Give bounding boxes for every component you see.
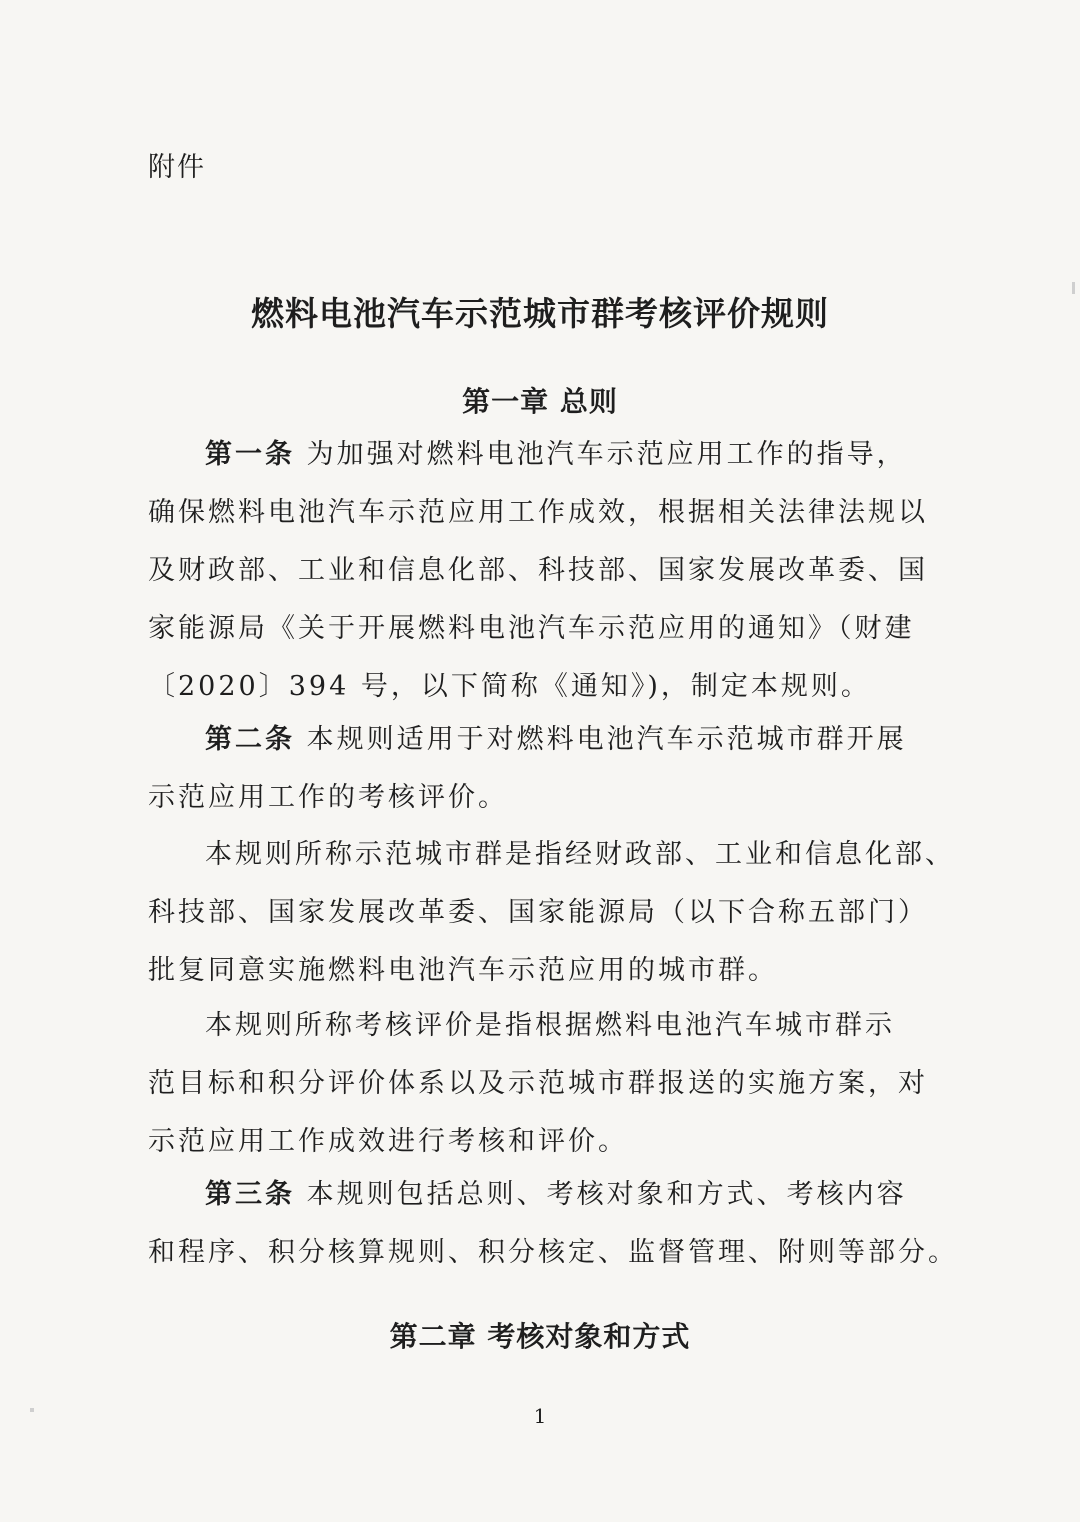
page-number: 1 bbox=[533, 1404, 547, 1428]
article-paragraph bbox=[148, 711, 918, 827]
paragraph-line: 本规则所称示范城市群是指经财政部、工业和信息化部、 bbox=[205, 839, 955, 870]
body-paragraph bbox=[148, 826, 955, 1000]
paragraph-text: 本规则包括总则、考核对象和方式、考核内容 bbox=[306, 1179, 907, 1210]
chapter-heading: 第一章 总则 bbox=[462, 385, 618, 418]
paragraph-line bbox=[148, 711, 918, 769]
paragraph-line: 范目标和积分评价体系以及示范城市群报送的实施方案，对 bbox=[148, 1068, 928, 1099]
article-paragraph bbox=[148, 426, 928, 716]
paragraph-line bbox=[148, 426, 918, 484]
paragraph-line: 〔2020〕394 号，以下简称《通知》)，制定本规则。 bbox=[148, 671, 871, 702]
paragraph-line: 批复同意实施燃料电池汽车示范应用的城市群。 bbox=[148, 955, 778, 986]
article-number: 第一条 bbox=[205, 439, 295, 470]
body-paragraph bbox=[148, 997, 928, 1171]
paragraph-line: 和程序、积分核算规则、积分核定、监督管理、附则等部分。 bbox=[148, 1237, 958, 1268]
paragraph-line: 示范应用工作成效进行考核和评价。 bbox=[148, 1126, 628, 1157]
paragraph-line: 本规则所称考核评价是指根据燃料电池汽车城市群示 bbox=[205, 1010, 895, 1041]
paragraph-line: 确保燃料电池汽车示范应用工作成效，根据相关法律法规以 bbox=[148, 497, 928, 528]
paragraph-line: 及财政部、工业和信息化部、科技部、国家发展改革委、国 bbox=[148, 555, 928, 586]
paragraph-line: 示范应用工作的考核评价。 bbox=[148, 782, 508, 813]
article-number: 第二条 bbox=[205, 724, 295, 755]
chapter-heading: 第二章 考核对象和方式 bbox=[389, 1320, 691, 1353]
paragraph-text: 本规则适用于对燃料电池汽车示范城市群开展 bbox=[306, 724, 907, 755]
attachment-label: 附件 bbox=[148, 152, 206, 183]
paragraph-line bbox=[148, 1166, 918, 1224]
paragraph-line: 科技部、国家发展改革委、国家能源局（以下合称五部门） bbox=[148, 897, 928, 928]
paragraph-line: 家能源局《关于开展燃料电池汽车示范应用的通知》（财建 bbox=[148, 613, 915, 644]
document-title: 燃料电池汽车示范城市群考核评价规则 bbox=[251, 294, 829, 333]
article-number: 第三条 bbox=[205, 1179, 295, 1210]
article-paragraph bbox=[148, 1166, 958, 1282]
paragraph-text: 为加强对燃料电池汽车示范应用工作的指导， bbox=[306, 439, 907, 470]
